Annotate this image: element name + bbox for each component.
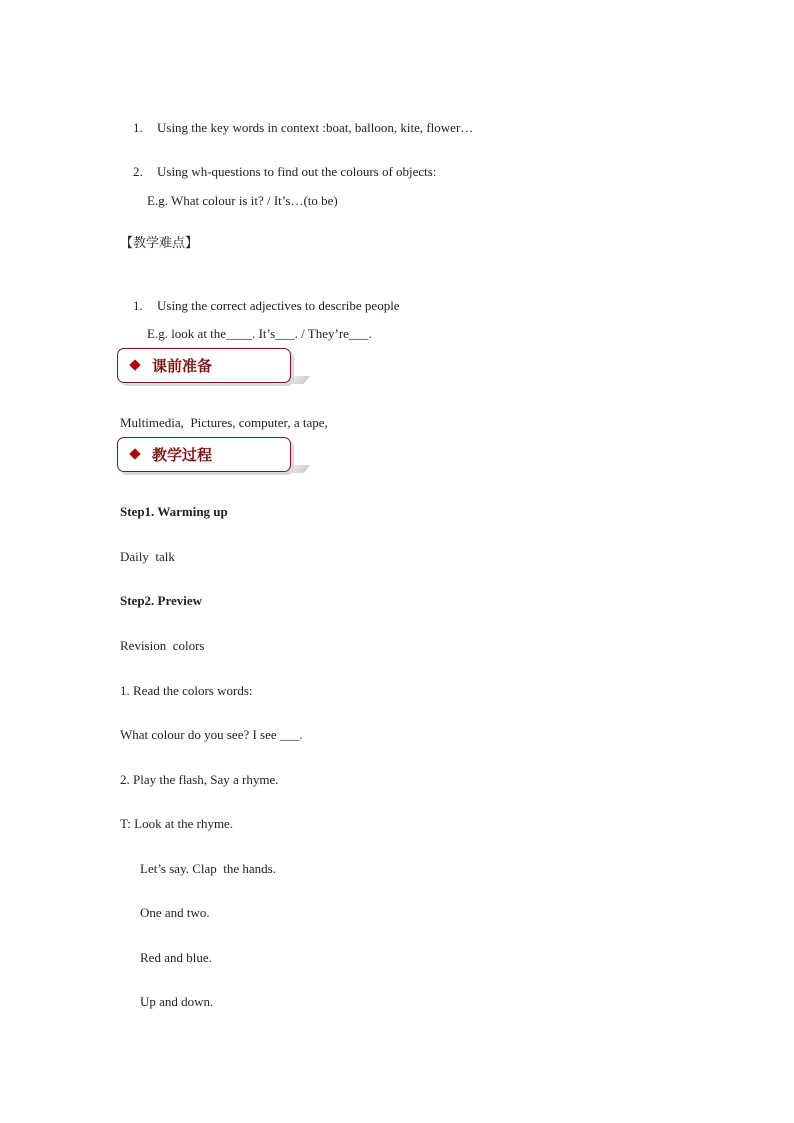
teacher-line: T: Look at the rhyme. (120, 816, 234, 831)
section-title: 教学过程 (152, 446, 213, 464)
difficulty-point-1 (120, 282, 400, 330)
list-number: 1. (133, 120, 143, 135)
list-text: Using the correct adjectives to describe people (157, 298, 400, 313)
revision-line: Revision colors (120, 638, 205, 653)
key-point-1 (120, 104, 473, 152)
difficulty-example: E.g. look at the____. It’s___. / They’re___. (147, 326, 372, 341)
step2-title: Step2. Preview (120, 593, 203, 608)
rhyme-line: One and two. (140, 905, 210, 920)
section-banner-process (117, 437, 291, 472)
step-item-1: 1. Read the colors words: (120, 683, 253, 698)
list-number: 1. (133, 298, 143, 313)
key-example: E.g. What colour is it? / It’s…(to be) (147, 193, 338, 208)
rhyme-line: Let’s say. Clap the hands. (140, 861, 276, 876)
step-item-2: 2. Play the flash, Say a rhyme. (120, 772, 279, 787)
list-number: 2. (133, 164, 143, 179)
difficulty-heading: 【教学难点】 (120, 236, 199, 251)
question-line: What colour do you see? I see ___. (120, 727, 303, 742)
step1-title: Step1. Warming up (120, 504, 228, 519)
section-banner-prep (117, 348, 291, 383)
step1-line: Daily talk (120, 549, 175, 564)
section-title: 课前准备 (152, 357, 213, 375)
list-text: Using wh-questions to find out the colours of objects: (157, 164, 437, 179)
prep-materials: Multimedia, Pictures, computer, a tape, (120, 415, 328, 430)
rhyme-line: Red and blue. (140, 950, 212, 965)
key-point-2 (120, 148, 436, 196)
rhyme-line: Up and down. (140, 994, 214, 1009)
list-text: Using the key words in context :boat, balloon, kite, flower… (157, 120, 474, 135)
